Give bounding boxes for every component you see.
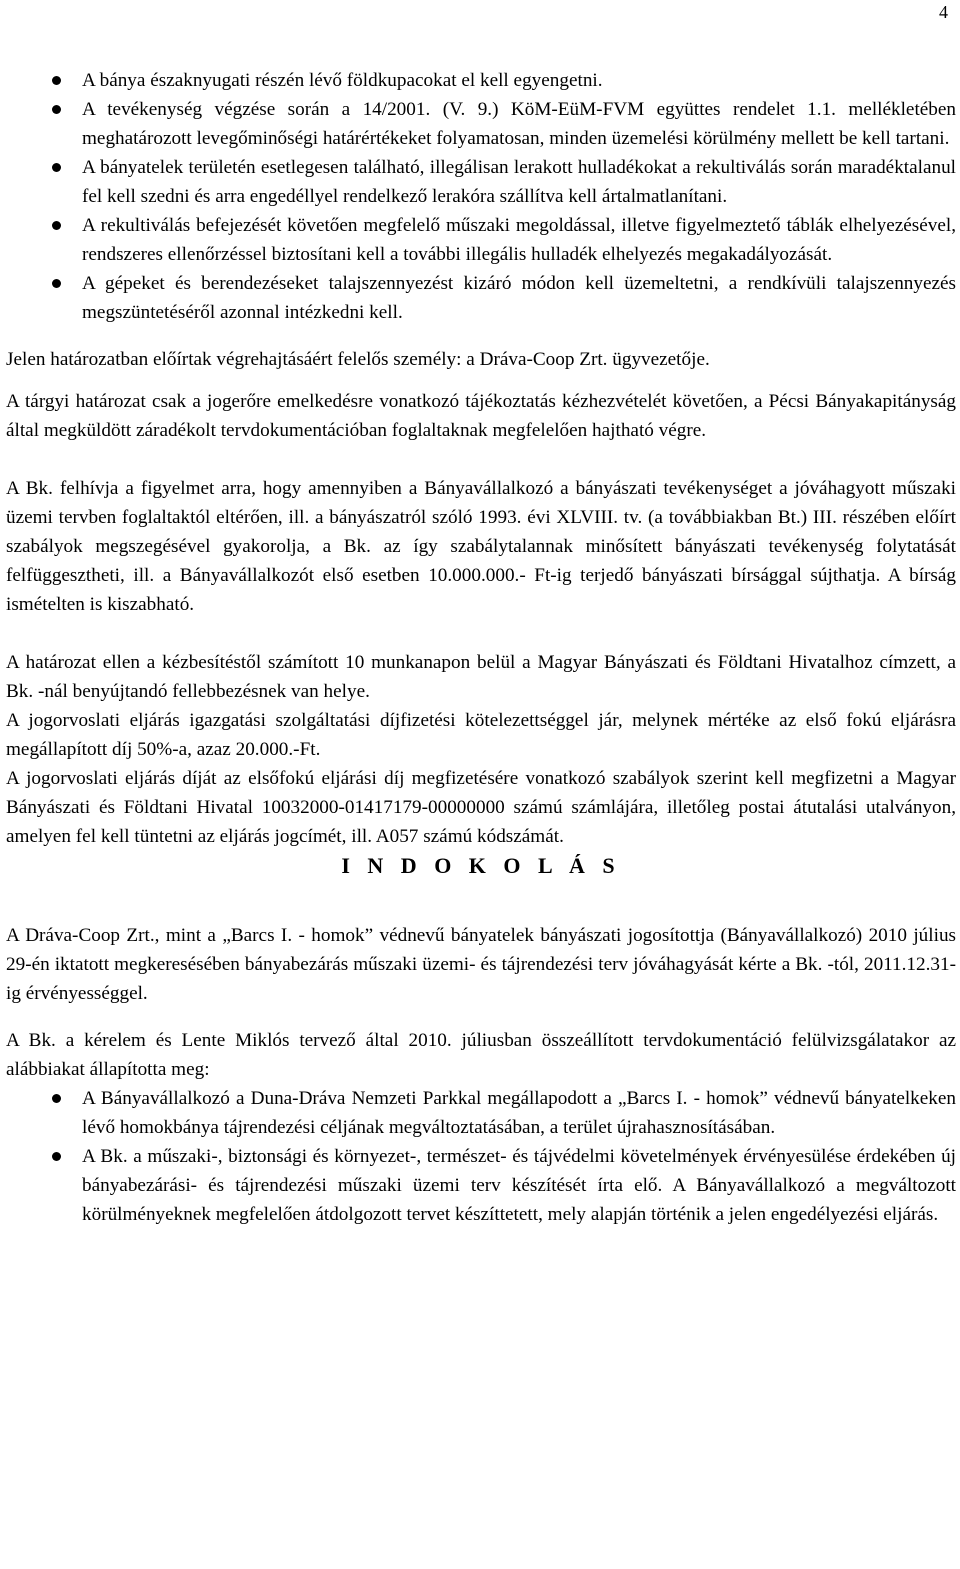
list-item: A bányatelek területén esetlegesen található, illegálisan lerakott hulladékokat a rekultiválás során maradéktalanul fel kell szedni és arra engedéllyel rendelkező lerakóra szállítva kell ártalmatlanítani. <box>6 153 956 211</box>
responsible-person-paragraph: Jelen határozatban előírtak végrehajtásáért felelős személy: a Dráva-Coop Zrt. ügyvezetője. <box>6 349 710 370</box>
list-item: A Bk. a műszaki-, biztonsági és környezet-, természet- és tájvédelmi követelmények érvényesülése érdekében új bányabezárási- és tájrendezési műszaki üzemi terv készítését írta elő. A Bányavállalkozó a megváltozott körülményeknek megfelelően átdolgozott tervet készíttetett, mely alapján történik a jelen engedélyezési eljárás. <box>6 1142 956 1229</box>
requirements-list <box>6 66 956 327</box>
payment-paragraph: A jogorvoslati eljárás díját az elsőfokú eljárási díj megfizetésére vonatkozó szabályok szerint kell megfizetni a Magyar Bányászati és Földtani Hivatal 10032000-01417179-00000000 számú számlájára, illetőleg postai átutalási utalványon, amelyen fel kell tüntetni az eljárás jogcímét, ill. A057 számú kódszámát. <box>6 768 956 847</box>
list-item: A gépeket és berendezéseket talajszennyezést kizáró módon kell üzemeltetni, a rendkívüli talajszennyezés megszüntetéséről azonnal intézkedni kell. <box>6 269 956 327</box>
page-number: 4 <box>939 2 948 22</box>
list-item: A bánya északnyugati részén lévő földkupacokat el kell egyengetni. <box>6 66 956 95</box>
warning-paragraph: A Bk. felhívja a figyelmet arra, hogy amennyiben a Bányavállalkozó a bányászati tevékenységet a jóváhagyott műszaki üzemi tervben foglaltaktól eltérően, ill. a bányászatról szóló 1993. évi XLVIII. tv. (a továbbiakban Bt.) III. részében előírt szabályok megszegésével gyakorolja, a Bk. az így szabálytalannak minősített bányászati tevékenység folytatását felfüggesztheti, ill. a Bányavállalkozót első esetben 10.000.000.- Ft-ig terjedő bányászati bírsággal sújthatja. A bírság ismételten is kiszabható. <box>6 478 956 615</box>
fee-paragraph: A jogorvoslati eljárás igazgatási szolgáltatási díjfizetési kötelezettséggel jár, melynek mértéke az első fokú eljárásra megállapított díj 50%-a, azaz 20.000.-Ft. <box>6 710 956 760</box>
list-item: A rekultiválás befejezését követően megfelelő műszaki megoldással, illetve figyelmeztető táblák elhelyezésével, rendszeres ellenőrzéssel biztosítani kell a további illegális hulladék elhelyezés megakadályozását. <box>6 211 956 269</box>
reasoning-paragraph: A Dráva-Coop Zrt., mint a „Barcs I. - homok” védnevű bányatelek bányászati jogosítottja (Bányavállalkozó) 2010 július 29-én iktatott megkeresésében bányabezárás műszaki üzemi- és tájrendezési terv jóváhagyását kérte a Bk. -tól, 2011.12.31-ig érvényességgel. <box>6 925 956 1004</box>
findings-list <box>6 1084 956 1229</box>
appeal-paragraph: A határozat ellen a kézbesítéstől számított 10 munkanapon belül a Magyar Bányászati és Földtani Hivatalhoz címzett, a Bk. -nál benyújtandó fellebbezésnek van helye. <box>6 652 956 702</box>
enforceability-paragraph: A tárgyi határozat csak a jogerőre emelkedésre vonatkozó tájékoztatás kézhezvételét követően, a Pécsi Bányakapitányság által megküldött záradékolt tervdokumentációban foglaltaknak megfelelően hajtható végre. <box>6 391 956 441</box>
section-heading: I N D O K O L Á S <box>341 853 621 878</box>
findings-intro-paragraph: A Bk. a kérelem és Lente Miklós tervező által 2010. júliusban összeállított tervdokumentáció felülvizsgálatakor az alábbiakat állapította meg: <box>6 1030 956 1080</box>
list-item: A Bányavállalkozó a Duna-Dráva Nemzeti Parkkal megállapodott a „Barcs I. - homok” védnevű bányatelkeken lévő homokbánya tájrendezési céljának megváltoztatásában, a terület újrahasznosításában. <box>6 1084 956 1142</box>
list-item: A tevékenység végzése során a 14/2001. (V. 9.) KöM-EüM-FVM együttes rendelet 1.1. mellékletében meghatározott levegőminőségi határértékeket folyamatosan, minden üzemelési körülmény mellett be kell tartani. <box>6 95 956 153</box>
document-body <box>6 66 956 1229</box>
